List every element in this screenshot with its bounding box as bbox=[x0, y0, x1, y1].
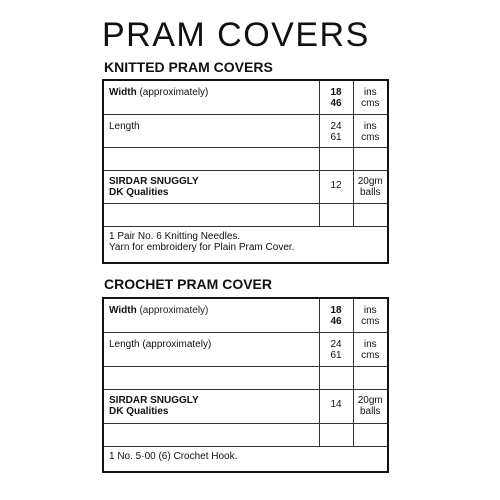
knitted-notes-needles: 1 Pair No. 6 Knitting Needles. bbox=[109, 230, 241, 242]
knitted-length-cms: 61 bbox=[330, 131, 342, 143]
crochet-spacer-row bbox=[103, 423, 388, 446]
crochet-yarn-row bbox=[103, 389, 388, 423]
knitted-yarn-label bbox=[103, 170, 319, 203]
knitted-spacer-row bbox=[103, 147, 388, 170]
crochet-spacer-row bbox=[103, 366, 388, 389]
knitted-yarn-unit-weight: 20gm bbox=[357, 175, 383, 187]
crochet-width-unit-cms: cms bbox=[361, 316, 380, 327]
knitted-width-note: (approximately) bbox=[139, 87, 209, 98]
knitted-width-unit-cms: cms bbox=[361, 98, 380, 109]
knitted-requirements-table bbox=[102, 79, 389, 264]
knitted-section-title: KNITTED PRAM COVERS bbox=[104, 59, 273, 75]
knitted-notes bbox=[103, 226, 388, 263]
crochet-length-unit-ins: ins bbox=[363, 338, 377, 350]
crochet-notes-row bbox=[103, 446, 388, 472]
knitted-width-unit-ins: ins bbox=[363, 87, 377, 98]
crochet-yarn-name: SIRDAR SNUGGLY bbox=[109, 394, 199, 406]
knitted-yarn-quantity: 12 bbox=[319, 170, 353, 203]
crochet-width-row bbox=[103, 298, 388, 332]
crochet-width-cms: 46 bbox=[330, 316, 342, 327]
crochet-yarn-unit-weight: 20gm bbox=[357, 394, 383, 406]
crochet-length-ins: 24 bbox=[330, 338, 342, 350]
crochet-width-note: (approximately) bbox=[139, 305, 209, 316]
knitted-length-ins: 24 bbox=[330, 120, 342, 132]
knitted-width-label-cell bbox=[103, 80, 319, 114]
knitted-yarn-row bbox=[103, 170, 388, 203]
knitted-width-cms: 46 bbox=[330, 98, 342, 109]
crochet-length-unit-cms: cms bbox=[361, 349, 380, 361]
crochet-width-ins: 18 bbox=[330, 305, 342, 316]
crochet-width-values bbox=[319, 298, 353, 332]
knitted-length-units bbox=[353, 114, 388, 147]
knitted-yarn-unit-balls: balls bbox=[359, 186, 381, 198]
crochet-yarn-units bbox=[353, 389, 388, 423]
crochet-width-unit-ins: ins bbox=[363, 305, 377, 316]
crochet-length-cms: 61 bbox=[330, 349, 342, 361]
knitted-length-unit-cms: cms bbox=[361, 131, 380, 143]
crochet-length-units bbox=[353, 332, 388, 366]
knitted-yarn-quality: DK Qualities bbox=[109, 186, 169, 198]
knitted-width-units bbox=[353, 80, 388, 114]
crochet-width-label: Width bbox=[109, 305, 137, 316]
crochet-length-values bbox=[319, 332, 353, 366]
knitted-width-label: Width bbox=[109, 87, 137, 98]
crochet-yarn-quality: DK Qualities bbox=[109, 405, 169, 417]
knitted-length-values bbox=[319, 114, 353, 147]
crochet-width-units bbox=[353, 298, 388, 332]
knitted-width-values bbox=[319, 80, 353, 114]
crochet-section-title: CROCHET PRAM COVER bbox=[104, 276, 273, 292]
crochet-yarn-label bbox=[103, 389, 319, 423]
crochet-notes-hook: 1 No. 5·00 (6) Crochet Hook. bbox=[109, 450, 238, 462]
knitted-yarn-units bbox=[353, 170, 388, 203]
crochet-yarn-quantity: 14 bbox=[319, 389, 353, 423]
crochet-length-row bbox=[103, 332, 388, 366]
crochet-notes bbox=[103, 446, 388, 472]
crochet-width-label-cell bbox=[103, 298, 319, 332]
knitted-spacer-row bbox=[103, 203, 388, 226]
knitted-width-row bbox=[103, 80, 388, 114]
crochet-requirements-table bbox=[102, 297, 389, 473]
knitted-length-row bbox=[103, 114, 388, 147]
page-title: PRAM COVERS bbox=[102, 16, 370, 54]
knitted-notes-row bbox=[103, 226, 388, 263]
knitted-width-ins: 18 bbox=[330, 87, 342, 98]
knitted-yarn-name: SIRDAR SNUGGLY bbox=[109, 175, 199, 187]
crochet-length-label: Length (approximately) bbox=[103, 332, 319, 366]
knitted-length-unit-ins: ins bbox=[363, 120, 377, 132]
knitted-length-label: Length bbox=[103, 114, 319, 147]
crochet-yarn-unit-balls: balls bbox=[359, 405, 381, 417]
knitted-notes-embroidery: Yarn for embroidery for Plain Pram Cover. bbox=[109, 241, 295, 253]
